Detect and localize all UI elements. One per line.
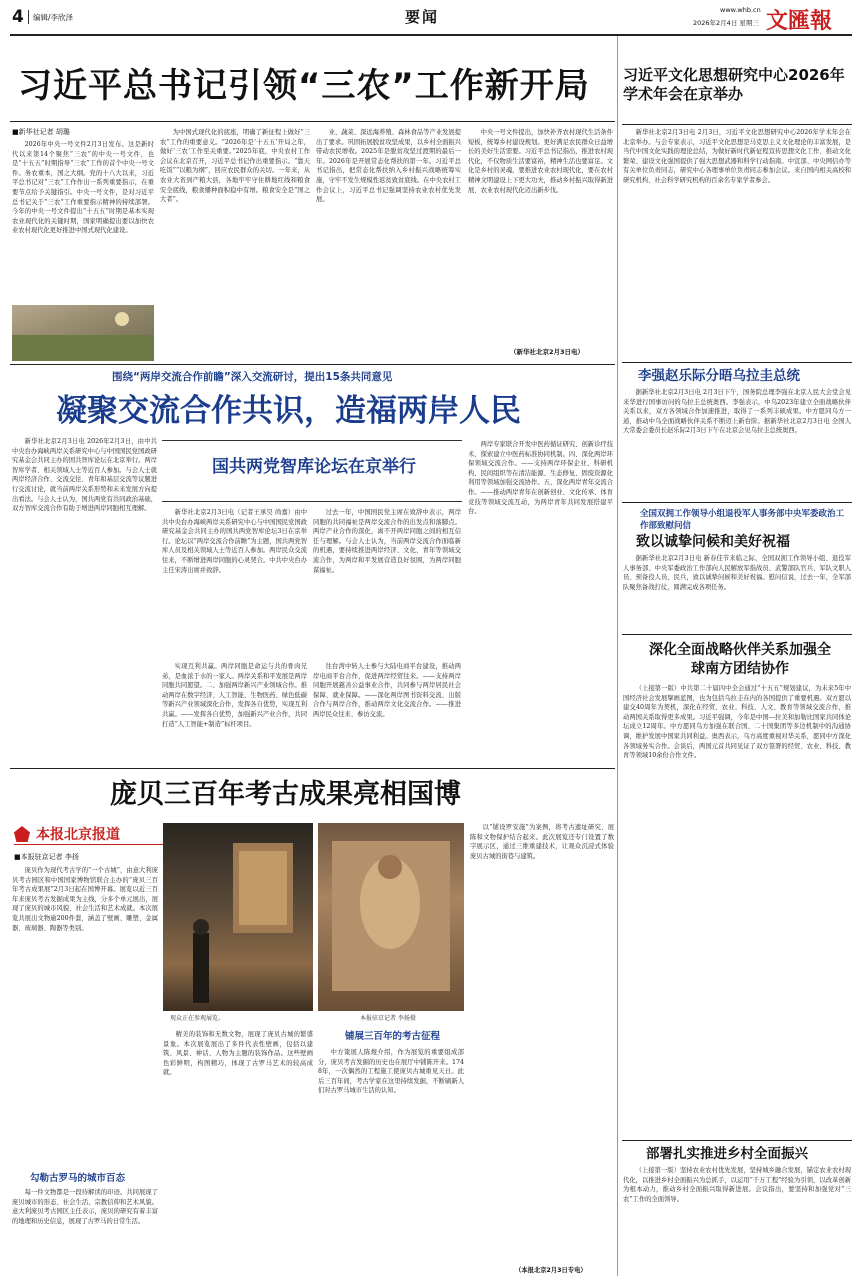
lead-footer: （新华社北京2月3日电）: [510, 348, 585, 356]
cross-col-4: 两岸专家联合开发中医药循证研究、创新诊疗技术，探索建立中医药标准协同机制。四、深化两岸环保领域交流合作。——支持两岸环保企业、科研机构、民间组织等在清洁能源、生态修复、固废资源化利用等领域加强交流协作。五、深化两岸青年交流合作。——推动两岸青年在创新创业、文化传承、体育竞技等领域交流互动，为两岸青年共同发展搭建平台。: [468, 441, 613, 516]
liqiang-top-rule: [622, 362, 852, 363]
cross-col-2: 实现互利共赢。两岸同胞是命运与共的骨肉兄弟，是血浓于水的一家人。两岸关系和平发展是两岸同胞共同愿望。二、加强两岸新兴产业领域合作。推动两岸在数字经济、人工智能、生物医药、绿色低碳等新兴产业领域深化合作，发挥各自优势，实现互利共赢。——发挥各自优势，加强新兴产业合作，共同打造“人工智能+制造”标杆项目。: [162, 663, 307, 728]
lead-byline: ■新华社记者 胡璐: [12, 128, 70, 136]
paper-logo: 文匯報: [766, 8, 833, 34]
pompeii-photo-1-caption: 观众正在参观展览。: [170, 1015, 225, 1022]
cross-kicker: 围绕“两岸交流合作前瞻”深入交流研讨，提出15条共同意见: [112, 371, 393, 383]
lead-headline: 习近平总书记引领“三农”工作新开局: [18, 66, 590, 106]
south-top-rule: [622, 634, 852, 635]
pompeii-photo-2: [318, 823, 464, 1011]
wrapup-body: （上接第一版）坚持农业农村优先发展，坚持城乡融合发展，锚定农业农村现代化，以推进乡村全面振兴为总抓手，以运用“千万工程”经验为引领，以改革创新为根本动力，推动乡村全面振兴取得新进展。会议指出，要坚持和加强党对“三农”工作的全面领导。: [623, 1167, 851, 1203]
field-image: [12, 305, 154, 361]
pompeii-col-4: 以“铺设罗安施”为案例，将考古遗址研究、展陈和文物保护结合起来。此次展览还专门设置了数字展示区，通过三维重建技术，让观众沉浸式体验庞贝古城的街巷与建筑。: [470, 824, 614, 860]
thinktank-col-2: 过去一年，中国国民党主席在致辞中表示，两岸同胞的共同福祉是两岸交流合作的出发点和落脚点。两岸产业合作的深化，离不开两岸同胞之间的相互信任与理解。与会人士认为，当前两岸交流合作面临新的机遇，要持续推进两岸经济、文化、青年等领域交流合作，为两岸和平发展营造良好氛围，为两岸同胞谋福祉。: [313, 509, 461, 574]
thinktank-headline: 国共两党智库论坛在京举行: [212, 457, 416, 477]
lead-col-3: 业、蔬菜、深远海养殖、森林食品等产业发展提出了要求。巩固拓展脱贫攻坚成果，以乡村全面振兴带动农民增收。2025年是脱贫攻坚过渡期的最后一年。2026年是开展常态化帮扶的第一年。习近平总书记指出，把常态化帮扶纳入乡村振兴战略统筹实施，守牢不发生规模性返贫致贫底线。在中央农村工作会议上，习近平总书记强调坚持农业农村优先发展。: [316, 129, 461, 204]
lead-col-1: 2026年中央一号文件2月3日发布。这是新时代以来第14个聚焦“三农”的中央一号文件，也是“十五五”时期指导“三农”工作的首个中央一号文件。务农重本，国之大纲。党的十八大以来，习近平总书记对“三农”工作作出一系列重要指示，在重要节点给予关键指引。中央一号文件，是对习近平总书记关于“三农”工作重要指示精神的持续部署。今年的中央一号文件提出“十五五”时期是基本实现农业现代化的关键时期，国家明确提出要以加快农业农村现代化更好推进中国式现代化建设。: [12, 141, 154, 235]
fresco-image: [318, 823, 464, 1011]
cross-top-rule: [10, 364, 615, 365]
pompeii-banner: [14, 823, 164, 845]
culture-headline: 习近平文化思想研究中心2026年学术年会在京举办: [623, 66, 845, 103]
south-body: （上接第一版）中共第二十届四中全会通过“十五五”规划建议，为未来5年中国经济社会发展擘画蓝图，也为包括乌拉圭在内的各国提供了重要机遇。双方愿以建交40周年为契机，深化在经贸、农业、科技、人文、教育等领域交流合作，推动两国关系取得更多成果。习近平强调，今年是中国—拉美和加勒比国家共同体论坛成立12周年。中方愿同乌方加强在联合国、二十国集团等多边机制中的沟通协调，维护发展中国家共同利益。奥西表示，乌方高度重视对华关系，愿同中方深化各领域务实合作。会谈后，两国元首共同见证了双方签署的经贸、农业、科技、教育等领域10余份合作文件。: [623, 685, 851, 760]
pompeii-photo-1: [163, 823, 313, 1011]
wrapup-headline: 部署扎实推进乡村全面振兴: [646, 1146, 808, 1162]
pompeii-sub-1: 勾勒古罗马的城市百态: [30, 1173, 126, 1184]
masthead-rule: [10, 34, 852, 36]
cross-headline: 凝聚交流合作共识，造福两岸人民: [56, 393, 521, 429]
col-divider-right: [617, 36, 618, 1276]
pompeii-headline: 庞贝三百年考古成果亮相国博: [110, 779, 461, 810]
banner-label: 本报北京报道: [36, 827, 120, 843]
banner-ornament-icon: [14, 826, 30, 842]
pompeii-col-2: 精美的装饰和无数文物，展现了庞贝古城的繁盛景象。本次展览展出了多件代表性壁画，包括以建筑、风景、神话、人物为主题的装饰作品。这些壁画色彩鲜明，构图精巧，体现了古罗马艺术的较高成就。: [163, 1031, 313, 1077]
taiwan-headline: 致以诚挚问候和美好祝福: [636, 534, 790, 550]
cross-col-1: 新华社北京2月3日电 2026年2月3日，由中共中央台办海峡两岸关系研究中心与中国国民党国政研究基金会共同主办的国共智库论坛在北京举行。两岸智库学者、相关领域人士等近百人参加。与会人士就两岸经济合作、交流交往、青年和基层交流等议题进行交流讨论，就当前两岸关系形势和未来发展方向提出看法。与会人士认为，国共两党有共同政治基础，双方智库交流合作有助于增进两岸同胞相互理解。: [12, 438, 157, 513]
lead-photo: [12, 305, 154, 361]
issue-date: 2026年2月4日 星期三: [693, 19, 759, 27]
taiwan-kicker: 全国双拥工作领导小组退役军人事务部中央军委政治工作部致慰问信: [640, 509, 845, 531]
taiwan-body: 据新华社北京2月3日电 新春佳节来临之际，全国双拥工作领导小组、退役军人事务部、中央军委政治工作部向人民解放军指战员、武警部队官兵、军队文职人员、预备役人员、民兵，致以诚挚问候和美好祝福。慰问信说，过去一年，全军部队聚焦备战打仗，圆满完成各项任务。: [623, 555, 851, 591]
pompeii-col-1: 庞贝作为现代考古学的“一个古城”，由意大利庞贝考古园区和中国国家博物馆联合主办的“庞贝三百年考古成果展”2月3日起在国博开幕。展览以近三百年来庞贝考古发掘成果为主线，分多个单元展出，展现了庞贝的城市风貌、社会生活和艺术成就。本次展览共展出文物逾200件套，涵盖了壁画、雕塑、金属器、玻璃器、陶器等类别。: [12, 867, 158, 932]
gallery-scene: [163, 823, 313, 1011]
lead-col-2: 为中国式现代化的底座，明确了新征程上做好“三农”工作的重要意义。“2026年是‘十五五’开局之年，做好‘三农’工作至关重要。”2025年底，中央农村工作会议在北京召开，习近平总书记作出重要指示。“靠天吃饭”“以粮为纲”，回应农民群众的关切。一年来，从农业大省到产粮大县，各地牢牢守住耕地红线和粮食安全底线，粮食播种面积稳中有增。粮食安全是“国之大者”。: [160, 129, 310, 204]
section-title: 要闻: [405, 8, 440, 26]
pompeii-photo-2-caption: 本报驻京记者 李扬摄: [360, 1015, 416, 1022]
pompeii-top-rule: [10, 768, 615, 769]
page-number: 4: [12, 7, 24, 27]
page-number-divider: [28, 10, 29, 24]
lead-col-4: 中央一号文件提出，加快补齐农村现代生活条件短板，统筹乡村建设规划。更好满足农民群众日益增长的美好生活需要。习近平总书记指出，推进农村现代化，不仅物质生活要富裕，精神生活也要富足。文化是乡村的灵魂，要推进农业农村现代化，要在农村精神文明建设上下更大功夫，推动乡村振兴取得新进展、农业农村现代化迈出新步伐。: [468, 129, 613, 194]
wrapup-top-rule: [622, 1140, 852, 1141]
pompeii-col-3: 中方策展人陈煜介绍，作为展览的重要组成部分，庞贝考古发掘的历史也在展厅中铺陈开来。1748年，一次偶然的工程施工使庞贝古城重见天日。此后三百年间，考古学家在这里持续发掘，不断刷新人们对古罗马城市生活的认知。: [318, 1049, 464, 1095]
editor-line: 编辑/李欣泽: [33, 13, 74, 22]
culture-body: 新华社北京2月3日电 2月3日，习近平文化思想研究中心2026年学术年会在北京举办。与会专家表示，习近平文化思想是马克思主义文化理论的丰富发展，是当代中国文化实践的理论总结，为做好新时代新征程宣传思想文化工作、推动文化繁荣、建设文化强国提供了强大思想武器和科学行动指南。中宣部、中央网信办等有关单位负责同志，研究中心各理事单位负责同志参加会议。来自国内相关高校和研究机构、社会科学研究机构的百余名专家学者参会。: [623, 129, 851, 184]
thinktank-col-1: 新华社北京2月3日电（记者王承昊 尚嘉）由中共中央台办海峡两岸关系研究中心与中国国民党国政研究基金会共同主办的国共两党智库论坛3日在京举行。论坛以“两岸交流合作前瞻”为主题，国共两党智库人员及相关领域人士等近百人参加。两岸民众交流往来，不断增进两岸同胞的心灵契合。中共中央台办主任宋涛出席并致辞。: [162, 509, 307, 574]
south-headline: 深化全面战略伙伴关系加强全球南方团结协作: [649, 642, 831, 677]
lead-rule: [10, 121, 615, 122]
liqiang-body: 据新华社北京2月3日电 2月3日下午，国务院总理李强在北京人民大会堂会见来华进行国事访问的乌拉圭总统奥西。李强表示，中乌2023年建立全面战略伙伴关系以来，双方各领域合作加速推进，取得了一系列丰硕成果。中方愿同乌方一道，推动中乌全面战略伙伴关系不断迈上新台阶。据新华社北京2月3日电 全国人大常委会委员长赵乐际2月3日下午在北京会见乌拉圭总统奥西。: [623, 389, 851, 435]
site-url[interactable]: www.whb.cn: [720, 6, 761, 14]
cross-col-3: 往台湾中转人士参与大陆电商平台建设，推动两岸电商平台合作，促进两岸经贸往来。——支持两岸同胞开展慈善公益事业合作，共同参与两岸居民社会保障、就业保障。——深化两岸图书资料交流、出版合作与两岸合作，推动两岸文化交流合作。——推进两岸民众往来、参访交流。: [313, 663, 461, 718]
culture-rule: [622, 124, 852, 125]
pompeii-sub-2: 铺展三百年的考古征程: [345, 1031, 441, 1042]
liqiang-headline: 李强赵乐际分晤乌拉圭总统: [638, 368, 800, 384]
thinktank-box: [162, 440, 462, 502]
pompeii-byline: ■本报驻京记者 李扬: [14, 853, 79, 861]
taiwan-top-rule: [622, 502, 852, 503]
pompeii-footer: （本报北京2月3日专电）: [515, 1267, 587, 1274]
pompeii-col-1b: 每一件文物都是一段待解读的印迹。共同展现了庞贝城市的形态、社会生活、宗教信仰和艺术风貌。意大利庞贝考古园区主任表示，庞贝的研究有着丰富的地理和历史信息，展现了古罗马的日常生活。: [12, 1189, 158, 1225]
